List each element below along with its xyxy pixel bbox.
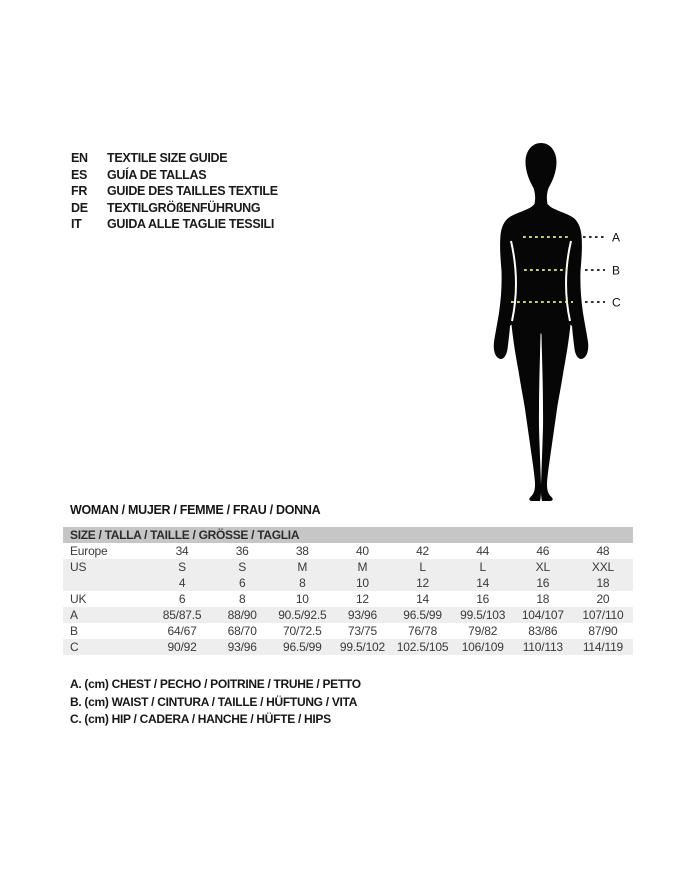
size-value: 88/90 <box>227 608 257 622</box>
size-value: 14 <box>476 576 490 590</box>
size-value: 106/109 <box>461 640 504 654</box>
size-value: 96.5/99 <box>282 640 322 654</box>
size-value: 64/67 <box>167 624 197 638</box>
size-value: 85/87.5 <box>162 608 202 622</box>
size-value: M <box>357 560 368 574</box>
size-value: M <box>297 560 308 574</box>
size-value: 46 <box>536 544 550 558</box>
table-body <box>63 543 633 655</box>
size-value: 70/72.5 <box>282 624 322 638</box>
language-label: TEXTILE SIZE GUIDE <box>107 151 228 165</box>
size-value: 102.5/105 <box>396 640 449 654</box>
row-label: UK <box>70 592 87 606</box>
section-title: WOMAN / MUJER / FEMME / FRAU / DONNA <box>70 503 321 517</box>
language-code: EN <box>71 151 88 165</box>
table-header: SIZE / TALLA / TAILLE / GRÖSSE / TAGLIA <box>63 527 633 543</box>
size-value: 83/86 <box>528 624 558 638</box>
table-row <box>63 543 633 559</box>
size-value: 104/107 <box>521 608 564 622</box>
language-code: IT <box>71 217 82 231</box>
size-value: 16 <box>476 592 490 606</box>
size-value: 6 <box>178 592 186 606</box>
size-value: 99.5/102 <box>339 640 385 654</box>
size-value: 36 <box>235 544 249 558</box>
measure-label-b: B <box>612 263 621 278</box>
measure-label-c: C <box>612 295 621 310</box>
note-line: A. (cm) CHEST / PECHO / POITRINE / TRUHE / PETTO <box>70 677 361 691</box>
size-value: 42 <box>416 544 430 558</box>
language-list <box>71 150 278 233</box>
size-value: 34 <box>175 544 189 558</box>
row-label <box>63 575 152 591</box>
size-value: 68/70 <box>227 624 257 638</box>
table-row <box>63 575 633 591</box>
size-value: 93/96 <box>347 608 377 622</box>
size-value: 6 <box>238 576 246 590</box>
size-value: 20 <box>596 592 610 606</box>
row-label: B <box>70 624 78 638</box>
size-value: 90/92 <box>167 640 197 654</box>
size-value: 110/113 <box>522 640 563 654</box>
note-line: C. (cm) HIP / CADERA / HANCHE / HÜFTE / HIPS <box>70 712 331 726</box>
size-value: 12 <box>355 592 369 606</box>
language-label: GUÍA DE TALLAS <box>107 167 207 182</box>
size-value: L <box>479 560 486 574</box>
row-label: US <box>70 560 87 574</box>
size-value: 73/75 <box>347 624 377 638</box>
size-value: 40 <box>355 544 369 558</box>
size-value: XXL <box>591 560 614 574</box>
size-value: 12 <box>416 576 430 590</box>
size-value: S <box>178 560 186 574</box>
size-value: 18 <box>596 576 610 590</box>
size-value: 38 <box>295 544 309 558</box>
woman-silhouette-path <box>494 143 589 501</box>
size-value: 10 <box>295 592 309 606</box>
table-row <box>63 639 633 655</box>
note-line: B. (cm) WAIST / CINTURA / TAILLE / HÜFTUNG / VITA <box>70 694 358 709</box>
size-value: 8 <box>238 592 246 606</box>
table-row <box>63 591 633 607</box>
size-value: 4 <box>178 576 186 590</box>
language-code: FR <box>71 184 88 198</box>
size-value: 18 <box>536 592 550 606</box>
language-row <box>71 167 278 184</box>
size-value: 48 <box>596 544 610 558</box>
size-value: 44 <box>476 544 490 558</box>
size-value: 114/119 <box>582 640 624 654</box>
language-row <box>71 216 278 233</box>
size-value: 79/82 <box>468 624 498 638</box>
row-label: C <box>70 640 79 654</box>
table-row <box>63 607 633 623</box>
language-label: TEXTILGRÖßENFÜHRUNG <box>107 200 261 215</box>
size-value: 87/90 <box>588 624 618 638</box>
size-value: 99.5/103 <box>460 608 506 622</box>
size-value: 16 <box>536 576 550 590</box>
measurement-notes <box>70 676 361 729</box>
size-value: L <box>419 560 426 574</box>
row-label: A <box>70 608 78 622</box>
size-value: 93/96 <box>227 640 257 654</box>
language-code: DE <box>71 200 88 215</box>
size-value: 8 <box>299 576 306 590</box>
size-value: S <box>238 560 247 574</box>
language-code: ES <box>71 167 88 182</box>
size-value: 96.5/99 <box>403 608 442 622</box>
language-row <box>71 183 278 200</box>
size-value: XL <box>535 560 550 574</box>
table-row <box>63 559 633 575</box>
size-table <box>63 527 633 655</box>
size-value: 10 <box>355 576 369 590</box>
woman-silhouette <box>486 141 640 503</box>
measure-label-a: A <box>612 230 621 245</box>
row-label: Europe <box>70 544 108 558</box>
table-row <box>63 623 633 639</box>
size-value: 76/78 <box>408 624 438 638</box>
language-label: GUIDE DES TAILLES TEXTILE <box>107 184 278 198</box>
size-value: 14 <box>416 592 430 606</box>
language-row <box>71 150 278 167</box>
size-value: 107/110 <box>582 608 624 622</box>
size-value: 90.5/92.5 <box>278 608 327 622</box>
language-label: GUIDA ALLE TAGLIE TESSILI <box>107 217 275 231</box>
language-row <box>71 200 278 217</box>
